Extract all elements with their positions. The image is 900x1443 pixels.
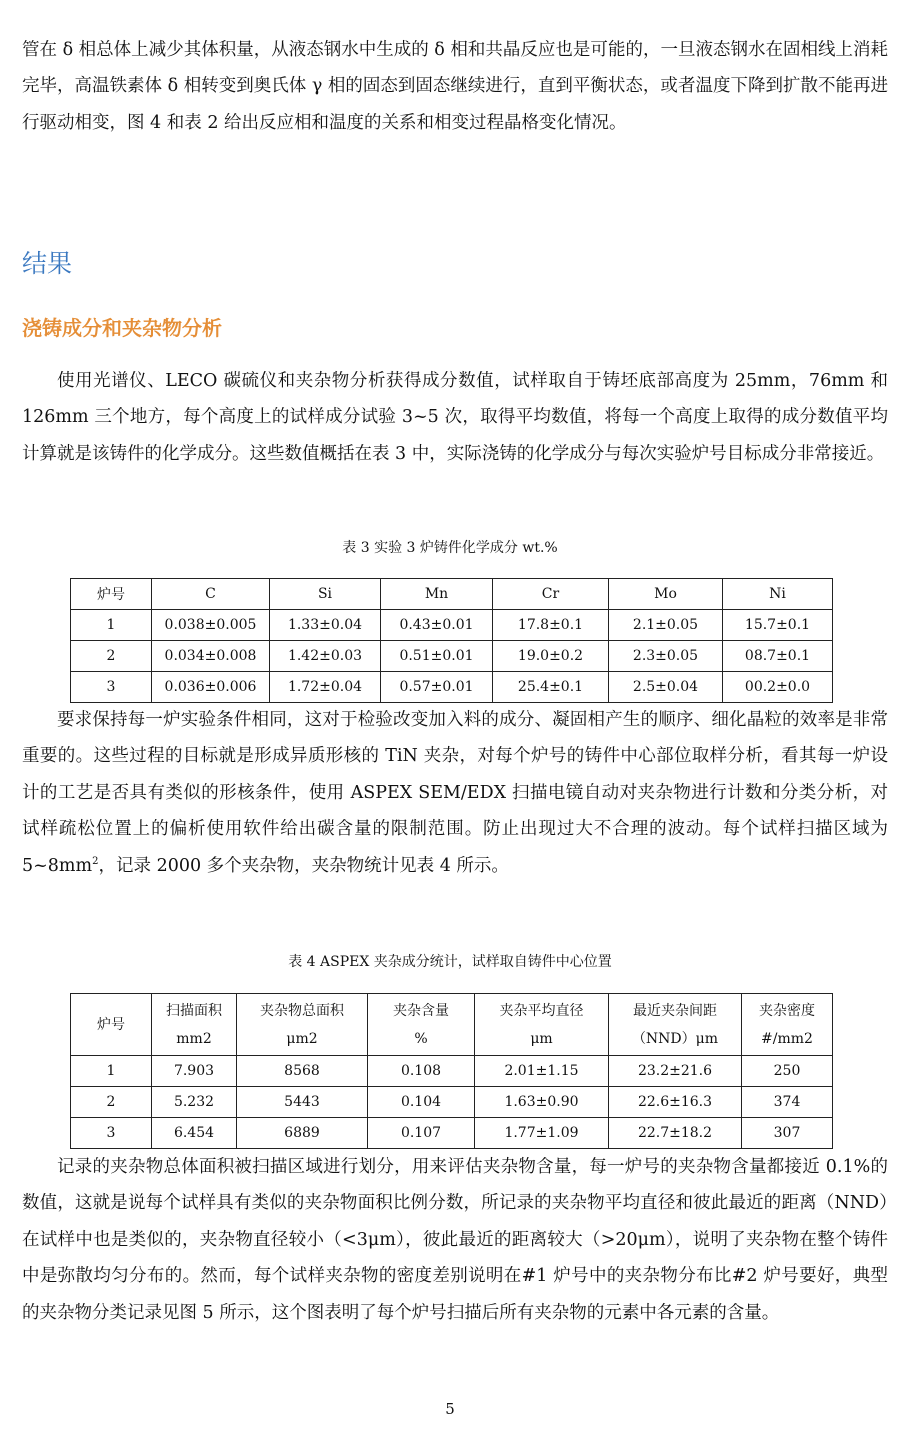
table-cell: 0.034±0.008 — [152, 641, 270, 672]
table-row — [71, 641, 833, 672]
table-header-cell: 最近夹杂间距 （NND）μm — [609, 994, 742, 1056]
table-header-cell: Mo — [609, 579, 723, 610]
table-cell: 2 — [71, 641, 152, 672]
paragraph-text: 要求保持每一炉实验条件相同，这对于检验改变加入料的成分、凝固相产生的顺序、细化晶粒的效率是非常重要的。这些过程的目标就是形成异质形核的 TiN 夹杂，对每个炉号的铸件中心部位取样分析，看其每一炉设计的工艺是否具有类似的形核条件，使用 ASPEX SEM/EDX 扫描电镜自动对夹杂物进行计数和分类分析，对试样疏松位置上的偏析使用软件给出碳含量的限制范围。防止出现过大不合理的波动。每个试样扫描区域为 5~8mm — [22, 710, 888, 876]
table-cell: 307 — [742, 1118, 833, 1149]
table-cell: 2.01±1.15 — [475, 1056, 609, 1087]
table-cell: 1.72±0.04 — [270, 672, 381, 703]
table-cell: 17.8±0.1 — [493, 610, 609, 641]
table-cell: 5.232 — [152, 1087, 237, 1118]
superscript: 2 — [92, 855, 99, 867]
table-cell: 2.5±0.04 — [609, 672, 723, 703]
table-cell: 0.104 — [368, 1087, 475, 1118]
table-cell: 23.2±21.6 — [609, 1056, 742, 1087]
paragraph-phase-transformation: 管在 δ 相总体上减少其体积量，从液态钢水中生成的 δ 相和共晶反应也是可能的，一旦液态钢水在固相线上消耗完毕，高温铁素体 δ 相转变到奥氏体 γ 相的固态到固态继续进行，直到平衡状态，或者温度下降到扩散不能再进行驱动相变，图 4 和表 2 给出反应相和温度的关系和相变过程晶格变化情况。 — [22, 40, 888, 133]
table-cell: 15.7±0.1 — [723, 610, 833, 641]
table-cell: 0.107 — [368, 1118, 475, 1149]
table-cell: 22.6±16.3 — [609, 1087, 742, 1118]
paragraph-inclusion-analysis — [22, 702, 888, 884]
paragraph-text: ，记录 2000 多个夹杂物，夹杂物统计见表 4 所示。 — [98, 855, 509, 876]
table-header-row — [71, 994, 833, 1056]
table-cell: 5443 — [237, 1087, 368, 1118]
table-cell: 0.57±0.01 — [381, 672, 493, 703]
table4-caption: 表 4 ASPEX 夹杂成分统计，试样取自铸件中心位置 — [288, 954, 612, 970]
table-header-row — [71, 579, 833, 610]
table-header-cell: 扫描面积 mm2 — [152, 994, 237, 1056]
table-cell: 2.1±0.05 — [609, 610, 723, 641]
table-cell: 8568 — [237, 1056, 368, 1087]
table-cell: 22.7±18.2 — [609, 1118, 742, 1149]
table-cell: 0.43±0.01 — [381, 610, 493, 641]
table-header-cell: C — [152, 579, 270, 610]
table-cell: 6.454 — [152, 1118, 237, 1149]
table-cell: 0.51±0.01 — [381, 641, 493, 672]
table-cell: 6889 — [237, 1118, 368, 1149]
table-header-cell: 夹杂物总面积 μm2 — [237, 994, 368, 1056]
table-header-cell: Cr — [493, 579, 609, 610]
table-row — [71, 1087, 833, 1118]
table-header-cell: 夹杂密度 #/mm2 — [742, 994, 833, 1056]
table-row — [71, 1118, 833, 1149]
page-number: 5 — [445, 1400, 455, 1418]
table-cell: 1.33±0.04 — [270, 610, 381, 641]
table-cell: 08.7±0.1 — [723, 641, 833, 672]
subsection-heading-casting: 浇铸成分和夹杂物分析 — [22, 316, 222, 340]
table-cell: 1 — [71, 1056, 152, 1087]
section-heading-results: 结果 — [22, 249, 73, 278]
table-cell: 2 — [71, 1087, 152, 1118]
table-cell: 3 — [71, 1118, 152, 1149]
table-row — [71, 610, 833, 641]
table-cell: 1 — [71, 610, 152, 641]
table-cell: 3 — [71, 672, 152, 703]
table-header-cell: 夹杂平均直径 μm — [475, 994, 609, 1056]
table-header-cell: Mn — [381, 579, 493, 610]
table-cell: 0.038±0.005 — [152, 610, 270, 641]
table-cell: 7.903 — [152, 1056, 237, 1087]
table-header-cell: 炉号 — [71, 579, 152, 610]
paragraph-composition-method: 使用光谱仪、LECO 碳硫仪和夹杂物分析获得成分数值，试样取自于铸坯底部高度为 25mm，76mm 和 126mm 三个地方，每个高度上的试样成分试验 3~5 次，取得平均数值，将每一个高度上取得的成分数值平均计算就是该铸件的化学成分。这些数值概括在表 3 中，实际浇铸的化学成分与每次实验炉号目标成分非常接近。 — [22, 371, 888, 464]
table3-chemical-composition — [70, 578, 833, 703]
table3-caption: 表 3 实验 3 炉铸件化学成分 wt.% — [342, 540, 558, 556]
table-header-cell: Ni — [723, 579, 833, 610]
paragraph-inclusion-results: 记录的夹杂物总体面积被扫描区域进行划分，用来评估夹杂物含量，每一炉号的夹杂物含量都接近 0.1%的数值，这就是说每个试样具有类似的夹杂物面积比例分数，所记录的夹杂物平均直径和彼此最近的距离（NND）在试样中也是类似的，夹杂物直径较小（<3μm），彼此最近的距离较大（>20μm），说明了夹杂物在整个铸件中是弥散均匀分布的。然而，每个试样夹杂物的密度差别说明在#1 炉号中的夹杂物分布比#2 炉号要好，典型的夹杂物分类记录见图 5 所示，这个图表明了每个炉号扫描后所有夹杂物的元素中各元素的含量。 — [22, 1157, 888, 1323]
table-cell: 374 — [742, 1087, 833, 1118]
table-cell: 1.42±0.03 — [270, 641, 381, 672]
table-cell: 25.4±0.1 — [493, 672, 609, 703]
table-header-cell: Si — [270, 579, 381, 610]
table-cell: 0.036±0.006 — [152, 672, 270, 703]
table-cell: 2.3±0.05 — [609, 641, 723, 672]
table4-inclusion-statistics — [70, 993, 833, 1149]
table-cell: 1.63±0.90 — [475, 1087, 609, 1118]
table-header-cell: 夹杂含量 % — [368, 994, 475, 1056]
table-cell: 19.0±0.2 — [493, 641, 609, 672]
table-row — [71, 672, 833, 703]
table-cell: 0.108 — [368, 1056, 475, 1087]
table-header-cell: 炉号 — [71, 994, 152, 1056]
table-cell: 1.77±1.09 — [475, 1118, 609, 1149]
table-cell: 250 — [742, 1056, 833, 1087]
table-row — [71, 1056, 833, 1087]
table-cell: 00.2±0.0 — [723, 672, 833, 703]
